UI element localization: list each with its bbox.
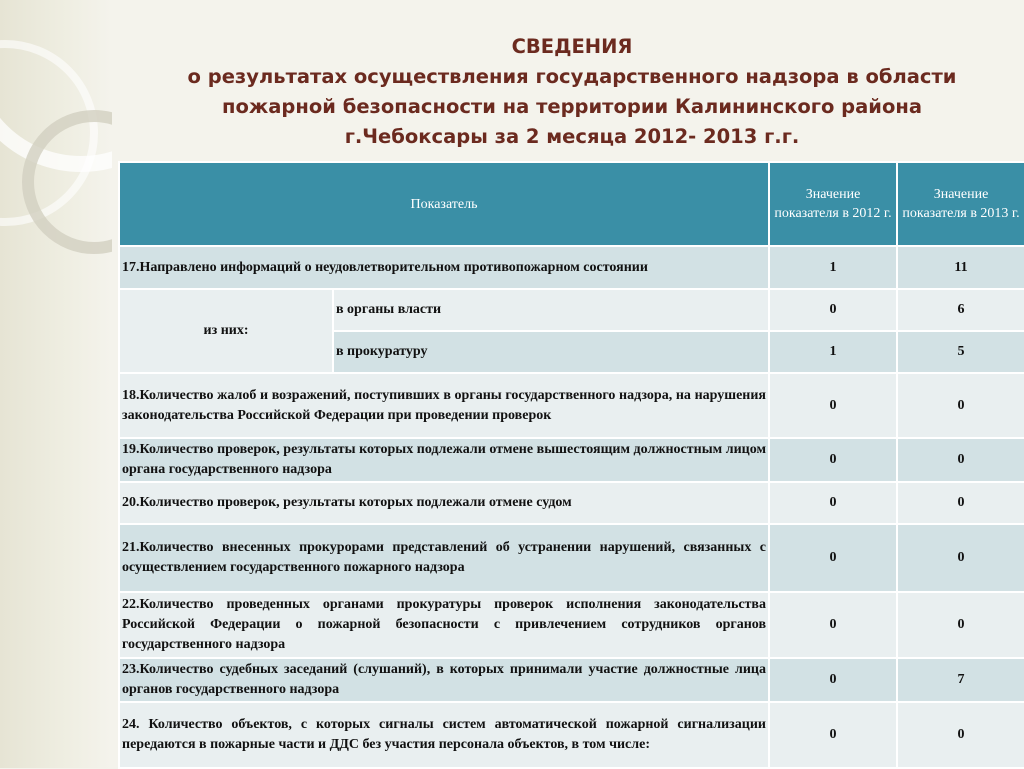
value-2013: 0 — [897, 482, 1024, 524]
group-label: из них: — [119, 289, 333, 373]
table-row — [119, 246, 1024, 289]
value-2012: 1 — [769, 331, 897, 373]
value-2012: 0 — [769, 592, 897, 658]
table-row — [119, 702, 1024, 768]
value-2013: 0 — [897, 373, 1024, 438]
value-2013: 0 — [897, 438, 1024, 482]
sub-row-label: в органы власти — [333, 289, 769, 331]
value-2013: 0 — [897, 702, 1024, 768]
value-2012: 0 — [769, 438, 897, 482]
value-2012: 0 — [769, 524, 897, 592]
slide-title — [120, 32, 1024, 152]
title-line-4: г.Чебоксары за 2 месяца 2012- 2013 г.г. — [344, 125, 800, 148]
value-2013: 7 — [897, 658, 1024, 702]
row-label: 19.Количество проверок, результаты которых подлежали отмене вышестоящим должностным лицом органа государственного надзора — [119, 438, 769, 482]
row-label: 24. Количество объектов, с которых сигналы систем автоматической пожарной сигнализации передаются в пожарные части и ДДС без участия персонала объектов, в том числе: — [119, 702, 769, 768]
row-label: 21.Количество внесенных прокурорами представлений об устранении нарушений, связанных с осуществлением государственного пожарного надзора — [119, 524, 769, 592]
table-row — [119, 438, 1024, 482]
table-row — [119, 289, 1024, 331]
table-row — [119, 482, 1024, 524]
table-row — [119, 658, 1024, 702]
value-2012: 0 — [769, 482, 897, 524]
table-row — [119, 592, 1024, 658]
value-2012: 0 — [769, 373, 897, 438]
value-2012: 0 — [769, 702, 897, 768]
title-line-1: СВЕДЕНИЯ — [511, 35, 633, 58]
sub-row-label: в прокуратуру — [333, 331, 769, 373]
row-label: 23.Количество судебных заседаний (слушаний), в которых принимали участие должностные лица органов государственного надзора — [119, 658, 769, 702]
header-value-2013: Значение показателя в 2013 г. — [897, 162, 1024, 246]
row-label: 18.Количество жалоб и возражений, поступивших в органы государственного надзора, на нарушения законодательства Российской Федерации при проведении проверок — [119, 373, 769, 438]
value-2012: 1 — [769, 246, 897, 289]
table-header-row — [119, 162, 1024, 246]
title-line-3: пожарной безопасности на территории Калининского района — [222, 95, 922, 118]
value-2013: 0 — [897, 524, 1024, 592]
decorative-side-band — [0, 0, 112, 768]
value-2012: 0 — [769, 658, 897, 702]
row-label: 17.Направлено информаций о неудовлетворительном противопожарном состоянии — [119, 246, 769, 289]
title-line-2: о результатах осуществления государственного надзора в области — [187, 65, 957, 88]
statistics-table — [118, 161, 1024, 769]
value-2013: 5 — [897, 331, 1024, 373]
row-label: 20.Количество проверок, результаты которых подлежали отмене судом — [119, 482, 769, 524]
header-indicator: Показатель — [119, 162, 769, 246]
value-2013: 11 — [897, 246, 1024, 289]
value-2012: 0 — [769, 289, 897, 331]
row-label: 22.Количество проведенных органами прокуратуры проверок исполнения законодательства Российской Федерации о пожарной безопасности с привлечением сотрудников органов государственного надзора — [119, 592, 769, 658]
value-2013: 6 — [897, 289, 1024, 331]
value-2013: 0 — [897, 592, 1024, 658]
table-row — [119, 524, 1024, 592]
header-value-2012: Значение показателя в 2012 г. — [769, 162, 897, 246]
table-row — [119, 373, 1024, 438]
